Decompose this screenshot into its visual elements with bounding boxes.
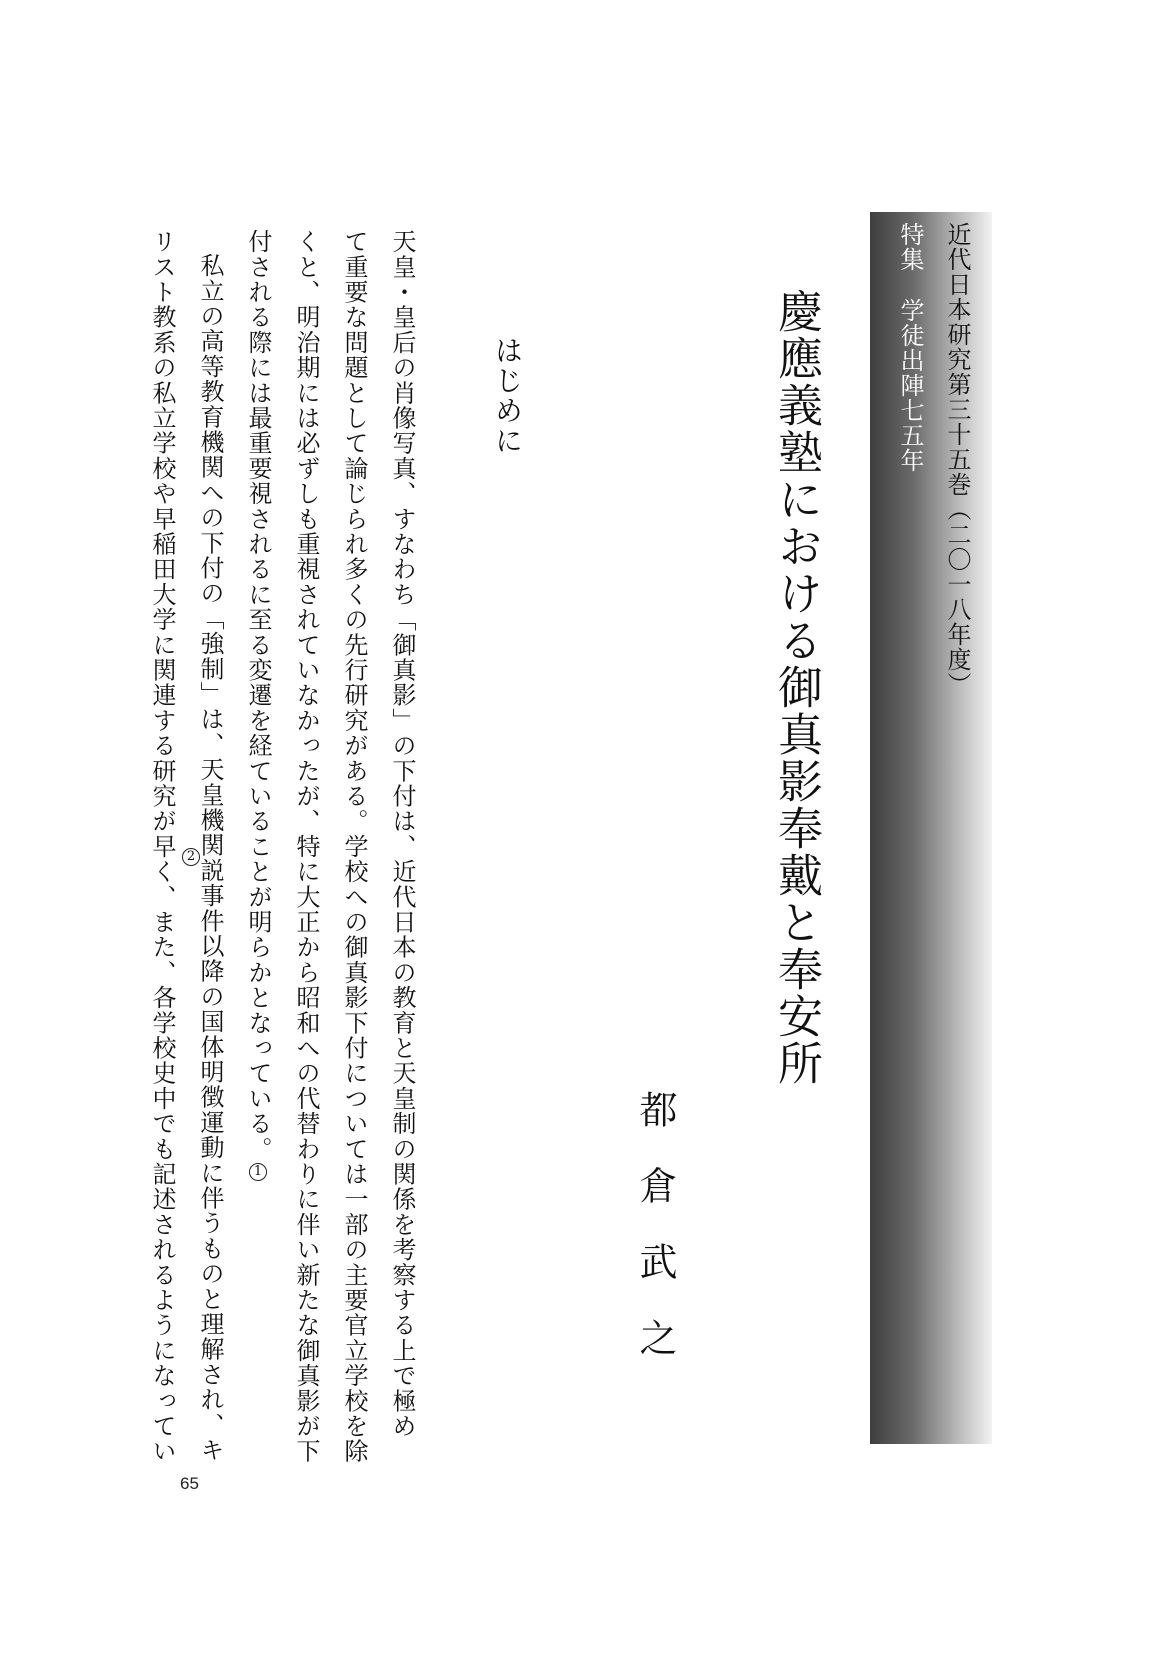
article-title: 慶應義塾における御真影奉戴と奉安所	[770, 288, 823, 1087]
body-line-2: て重要な問題として論じられ多くの先行研究がある。学校への御真影下付については一部の主要官立学校を除	[340, 229, 368, 1464]
special-feature-label	[893, 222, 928, 473]
footnote-marker-2[interactable]: 2	[182, 848, 200, 866]
journal-title: 近代日本研究第三十五巻（二〇一八年度）	[943, 222, 971, 697]
special-label: 特集	[896, 222, 924, 272]
body-line-4	[241, 229, 276, 1183]
footnote-marker-1[interactable]: 1	[249, 1163, 267, 1181]
special-theme: 学徒出陣七五年	[896, 298, 924, 473]
body-line-4-text: 付される際には最重要視されるに至る変遷を経ていることが明らかとなっている。	[244, 229, 272, 1162]
page-number: 65	[180, 1474, 199, 1493]
author-name: 都倉武之	[633, 1090, 677, 1394]
body-line-3: くと、明治期には必ずしも重視されていなかったが、特に大正から昭和への代替わりに伴い新たな御真影が下	[292, 229, 320, 1464]
body-line-1: 天皇・皇后の肖像写真、すなわち「御真影」の下付は、近代日本の教育と天皇制の関係を考察する上で極め	[388, 229, 416, 1439]
body-line-6: リスト教系の私立学校や早稲田大学に関連する研究が早く、また、各学校史中でも記述されるようになってい	[148, 229, 176, 1464]
section-heading: はじめに	[491, 336, 524, 456]
body-line-5: 私立の高等教育機関への下付の「強制」は、天皇機関説事件以降の国体明徴運動に伴うものと理解され、キ	[196, 253, 224, 1463]
